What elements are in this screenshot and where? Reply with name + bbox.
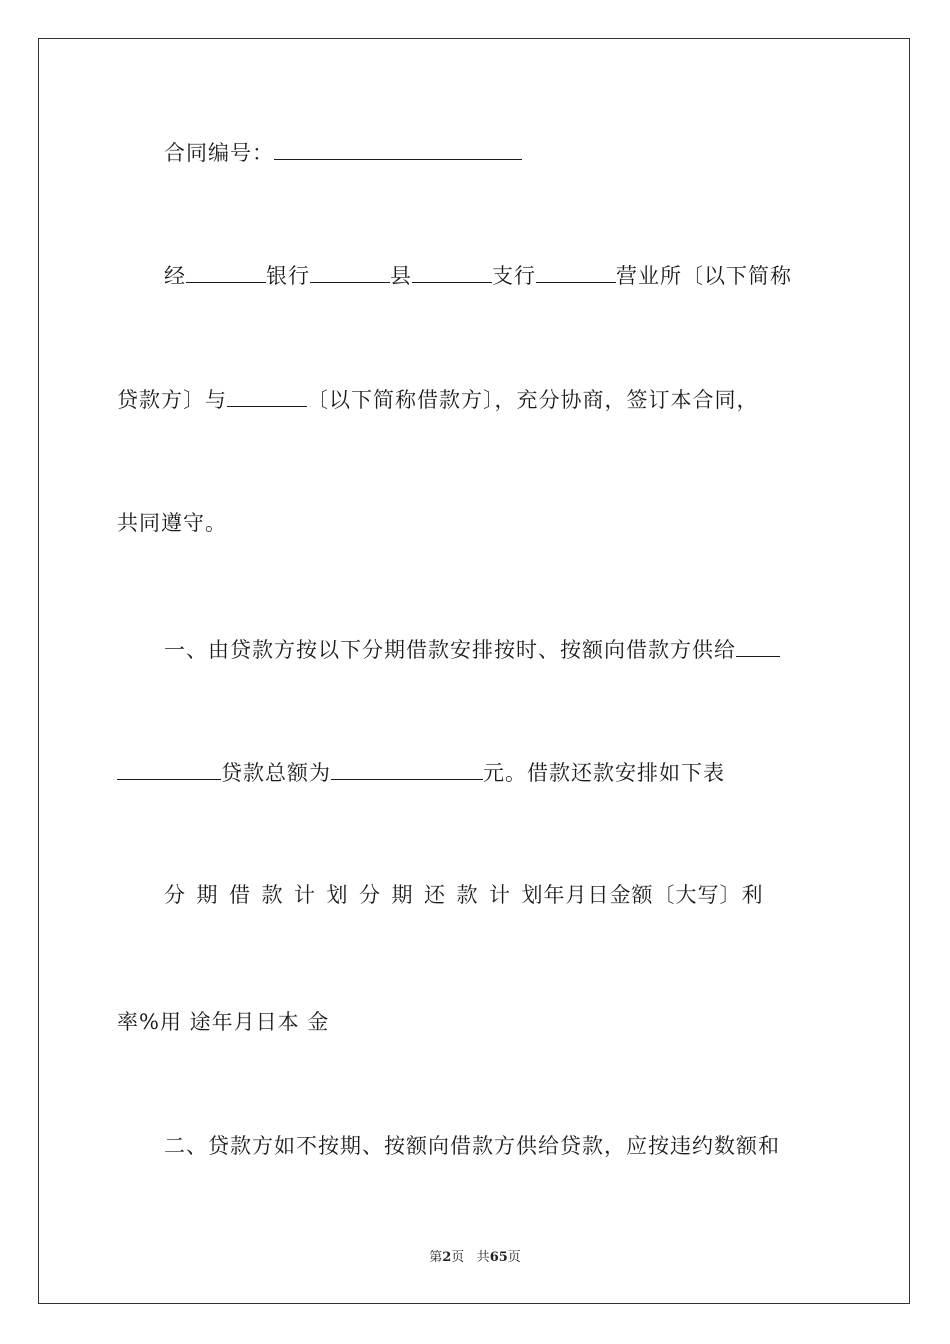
footer-total-prefix: 共 (476, 1250, 490, 1265)
intro-text-borrower: 〔以下简称借款方〕，充分协商，签订本合同， (307, 388, 759, 412)
clause2-line-1: 二、贷款方如不按期、按额向借款方供给贷款，应按违约数额和 (164, 1134, 780, 1158)
schedule-text: 元。借款还款安排如下表 (483, 761, 725, 785)
intro-text-bank: 银行 (266, 264, 310, 288)
table-header-rest: 划年月日金额〔大写〕利 (521, 883, 764, 907)
office-blank (536, 260, 616, 283)
intro-line-1 (164, 260, 833, 291)
branch-blank (412, 260, 492, 283)
clause1-text: 一、由贷款方按以下分期借款安排按时、按额向借款方供给 (164, 638, 736, 662)
intro-text-jing: 经 (164, 264, 186, 288)
county-blank (310, 260, 390, 283)
bank-name-blank (186, 260, 266, 283)
borrower-name-blank (227, 384, 307, 407)
total-amount-label: 贷款总额为 (221, 761, 331, 785)
current-page-number: 2 (442, 1250, 452, 1265)
contract-number-label: 合同编号： (164, 141, 274, 165)
intro-text-lender: 贷款方〕与 (117, 388, 227, 412)
footer-prefix: 第 (429, 1250, 443, 1265)
contract-number-line (164, 137, 833, 168)
total-amount-blank (331, 757, 483, 780)
page-border (38, 38, 910, 1304)
clause1-line-1 (164, 634, 833, 665)
intro-text-office: 营业所〔以下简称 (616, 264, 792, 288)
footer-total-suffix: 页 (507, 1250, 521, 1265)
intro-line-3: 共同遵守。 (117, 511, 227, 535)
total-page-number: 65 (489, 1250, 508, 1265)
contract-number-blank (274, 137, 522, 160)
table-text-line-1 (164, 880, 833, 910)
intro-text-county: 县 (390, 264, 412, 288)
page-footer (0, 1246, 950, 1265)
table-text-line-2: 率%用 途年月日本 金 (117, 1010, 330, 1034)
intro-text-branch: 支行 (492, 264, 536, 288)
footer-page-suffix: 页 (451, 1250, 465, 1265)
intro-line-2 (117, 384, 833, 415)
clause1-line-2 (117, 757, 833, 788)
loan-type-blank-b (117, 757, 221, 780)
table-header-spaced: 分期借款计划分期还款计 (164, 883, 522, 907)
loan-type-blank-a (736, 634, 780, 657)
